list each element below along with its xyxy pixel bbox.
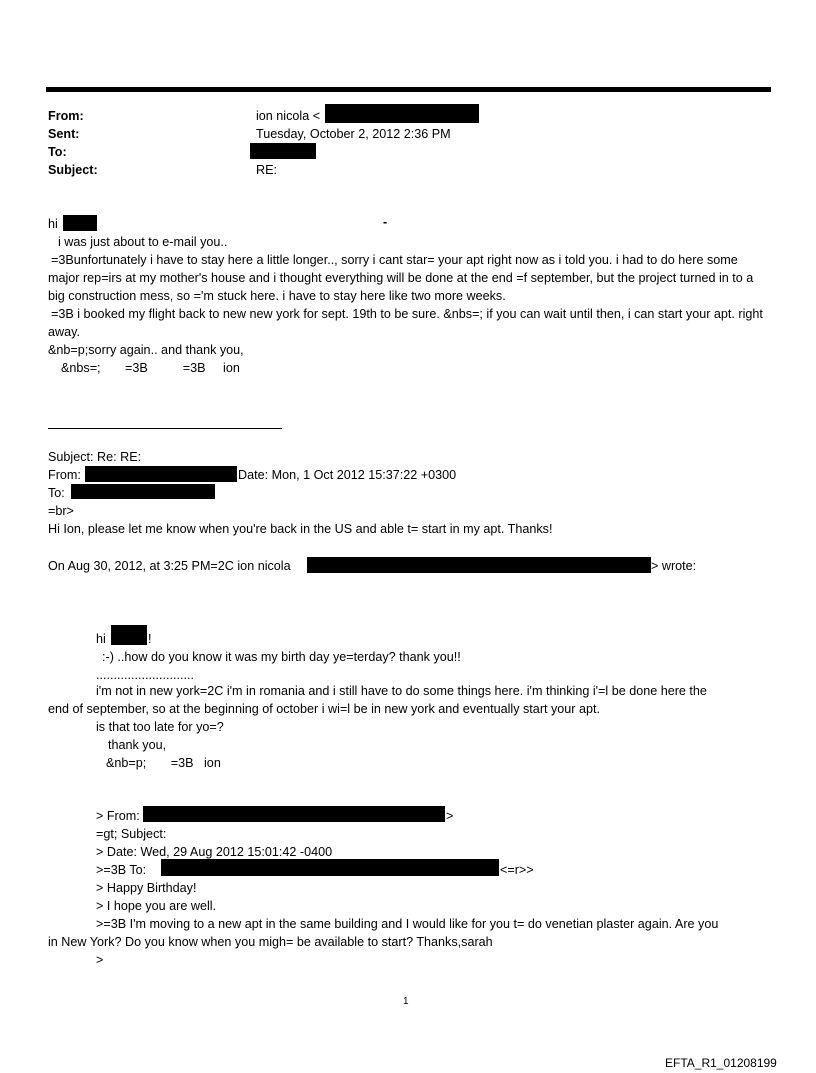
redaction-from-email xyxy=(325,104,479,123)
redaction-message4-from xyxy=(143,806,445,822)
message3-exclaim: ! xyxy=(148,632,152,646)
message4-to: >=3B To: xyxy=(96,863,147,877)
message2-br: =br> xyxy=(48,504,74,518)
redaction-message4-to xyxy=(161,859,499,876)
redaction-message3-name xyxy=(111,625,147,645)
dash-mark: - xyxy=(383,215,388,229)
sent-label: Sent: xyxy=(48,127,80,141)
message2-to-label: To: xyxy=(48,486,65,500)
message4-bday: > Happy Birthday! xyxy=(96,881,197,895)
message2-body: Hi Ion, please let me know when you're back in the US and able t= start in my apt. Thanks! xyxy=(48,522,553,536)
header-rule xyxy=(46,87,771,92)
sent-value: Tuesday, October 2, 2012 2:36 PM xyxy=(256,127,451,141)
message4-date: > Date: Wed, 29 Aug 2012 15:01:42 -0400 xyxy=(96,845,333,859)
message2-subject: Subject: Re: RE: xyxy=(48,450,142,464)
redaction-message2-email xyxy=(307,557,651,573)
message3-para1-rest: end of september, so at the beginning of october i wi=l be in new york and eventually start your apt. xyxy=(48,702,601,716)
redaction-message2-from xyxy=(85,466,237,482)
message4-to-end: <=r>> xyxy=(500,863,534,877)
message4-from: > From: xyxy=(96,809,140,823)
message4-end: > xyxy=(96,953,104,967)
message3-greeting: hi xyxy=(96,632,106,646)
message2-from-label: From: xyxy=(48,468,81,482)
message1-line1: i was just about to e-mail you.. xyxy=(58,235,228,249)
message3-signature: &nb=p; =3B ion xyxy=(106,756,221,770)
message1-sorry: &nb=p;sorry again.. and thank you, xyxy=(48,343,244,357)
message3-thanks: thank you, xyxy=(108,738,167,752)
page-number: 1 xyxy=(403,996,409,1007)
message1-para2: =3B i booked my flight back to new new york for sept. 19th to be sure. &nbs=; if you can wait until then, i can start your apt. right away. xyxy=(48,307,763,339)
subject-label: Subject: xyxy=(48,163,98,177)
document-id: EFTA_R1_01208199 xyxy=(665,1056,777,1070)
message3-line1: :-) ..how do you know it was my birth day ye=terday? thank you!! xyxy=(102,650,461,664)
message2-wrote: > wrote: xyxy=(651,559,697,573)
greeting: hi xyxy=(48,217,58,231)
message4-moving-first: >=3B I'm moving to a new apt in the same building and I would like for you t= do venetian plaster again. Are you xyxy=(96,917,719,931)
message1-signature: &nbs=; =3B =3B ion xyxy=(61,361,240,375)
redaction-name xyxy=(63,215,97,231)
to-label: To: xyxy=(48,145,67,159)
redaction-message2-to xyxy=(71,484,215,499)
message2-date: Date: Mon, 1 Oct 2012 15:37:22 +0300 xyxy=(238,468,457,482)
message4-from-end: > xyxy=(446,809,454,823)
message4-subject: =gt; Subject: xyxy=(96,827,167,841)
redaction-to xyxy=(250,143,316,159)
subject-value: RE: xyxy=(256,163,277,177)
separator-line xyxy=(48,428,282,429)
from-label: From: xyxy=(48,109,84,123)
message4-hope: > I hope you are well. xyxy=(96,899,217,913)
message2-on-date: On Aug 30, 2012, at 3:25 PM=2C ion nicola xyxy=(48,559,291,573)
message1-para1: =3Bunfortunately i have to stay here a little longer.., sorry i cant star= your apt right now as i told you. i had to do here some major rep=irs at my mother's house and i thought everything will be done at the end =f september, but the project turned in to a big construction mess, so ='m stuck here. i have to stay here like two more weeks. xyxy=(48,253,754,303)
message3-late: is that too late for yo=? xyxy=(96,720,224,734)
from-value: ion nicola < xyxy=(256,109,321,123)
message4-moving-rest: in New York? Do you know when you migh= be available to start? Thanks,sarah xyxy=(48,935,493,949)
message3-dots: ............................ xyxy=(96,668,194,682)
message3-para1-first: i'm not in new york=2C i'm in romania and i still have to do some things here. i'm thinking i'=l be done here the xyxy=(96,684,707,698)
